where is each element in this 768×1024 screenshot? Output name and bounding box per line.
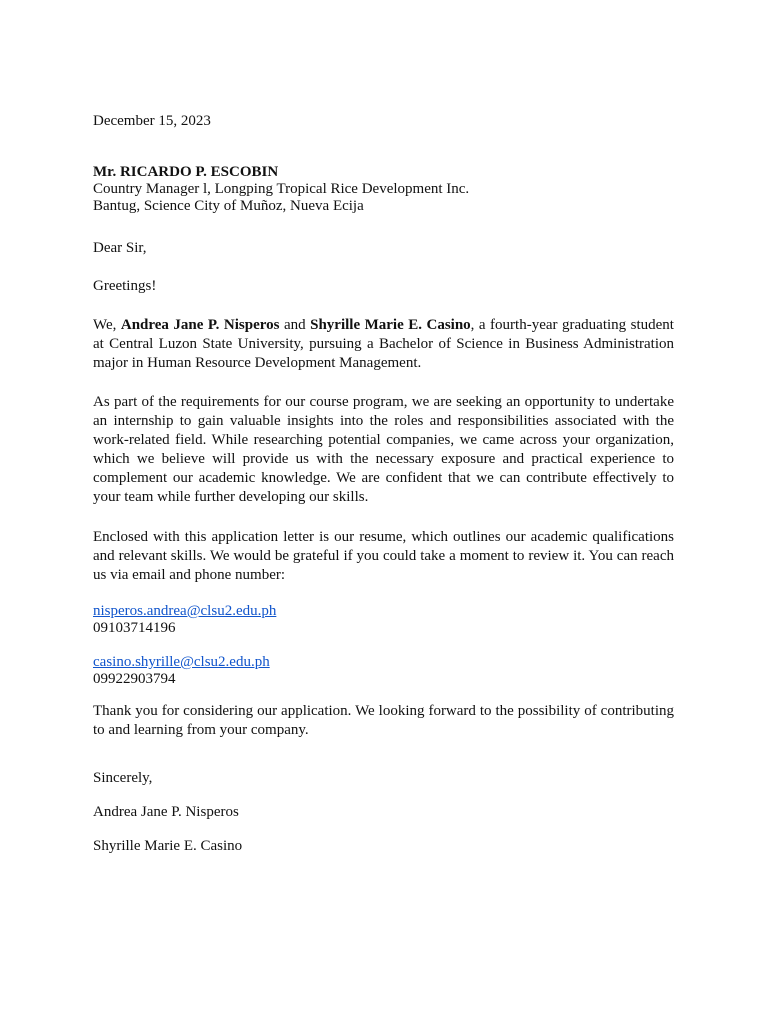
greeting: Greetings! bbox=[93, 278, 157, 294]
recipient-name: Mr. RICARDO P. ESCOBIN bbox=[93, 164, 279, 180]
signatory-1: Andrea Jane P. Nisperos bbox=[93, 804, 239, 820]
letter-date: December 15, 2023 bbox=[93, 113, 211, 129]
signoff: Sincerely, bbox=[93, 770, 153, 786]
recipient-address: Bantug, Science City of Muñoz, Nueva Ecija bbox=[93, 198, 364, 214]
closing-paragraph: Thank you for considering our application. We looking forward to the possibility of contributing to and learning from your company. bbox=[93, 703, 674, 738]
email-link-nisperos[interactable]: nisperos.andrea@clsu2.edu.ph bbox=[93, 603, 277, 619]
email-link-casino[interactable]: casino.shyrille@clsu2.edu.ph bbox=[93, 654, 270, 670]
recipient-block bbox=[93, 163, 674, 216]
signatory-2: Shyrille Marie E. Casino bbox=[93, 838, 243, 854]
salutation: Dear Sir, bbox=[93, 240, 147, 256]
intro-prefix: We, bbox=[93, 317, 121, 333]
intro-rest: , a fourth-year graduating student at Central Luzon State University, pursuing a Bachelor of Science in Business Administration major in Human Resource Development Management. bbox=[93, 317, 674, 371]
applicant-name-2: Shyrille Marie E. Casino bbox=[310, 317, 471, 333]
contact-block-1 bbox=[93, 602, 674, 638]
contact-block-2 bbox=[93, 653, 674, 689]
applicant-name-1: Andrea Jane P. Nisperos bbox=[120, 317, 280, 333]
resume-paragraph: Enclosed with this application letter is our resume, which outlines our academic qualifications and relevant skills. We would be grateful if you could take a moment to review it. You can reach us via email and phone number: bbox=[93, 529, 674, 583]
intro-connector: and bbox=[279, 317, 311, 333]
phone-casino: 09922903794 bbox=[93, 671, 176, 687]
internship-paragraph: As part of the requirements for our course program, we are seeking an opportunity to undertake an internship to gain valuable insights into the roles and responsibilities associated with the work-related field. While researching potential companies, we came across your organization, which we believe will provide us with the necessary exposure and practical experience to complement our academic knowledge. We are confident that we can contribute effectively to your team while further developing our skills. bbox=[93, 394, 674, 505]
phone-nisperos: 09103714196 bbox=[93, 620, 176, 636]
intro-paragraph bbox=[93, 316, 674, 373]
recipient-title: Country Manager l, Longping Tropical Rice Development Inc. bbox=[93, 181, 470, 197]
